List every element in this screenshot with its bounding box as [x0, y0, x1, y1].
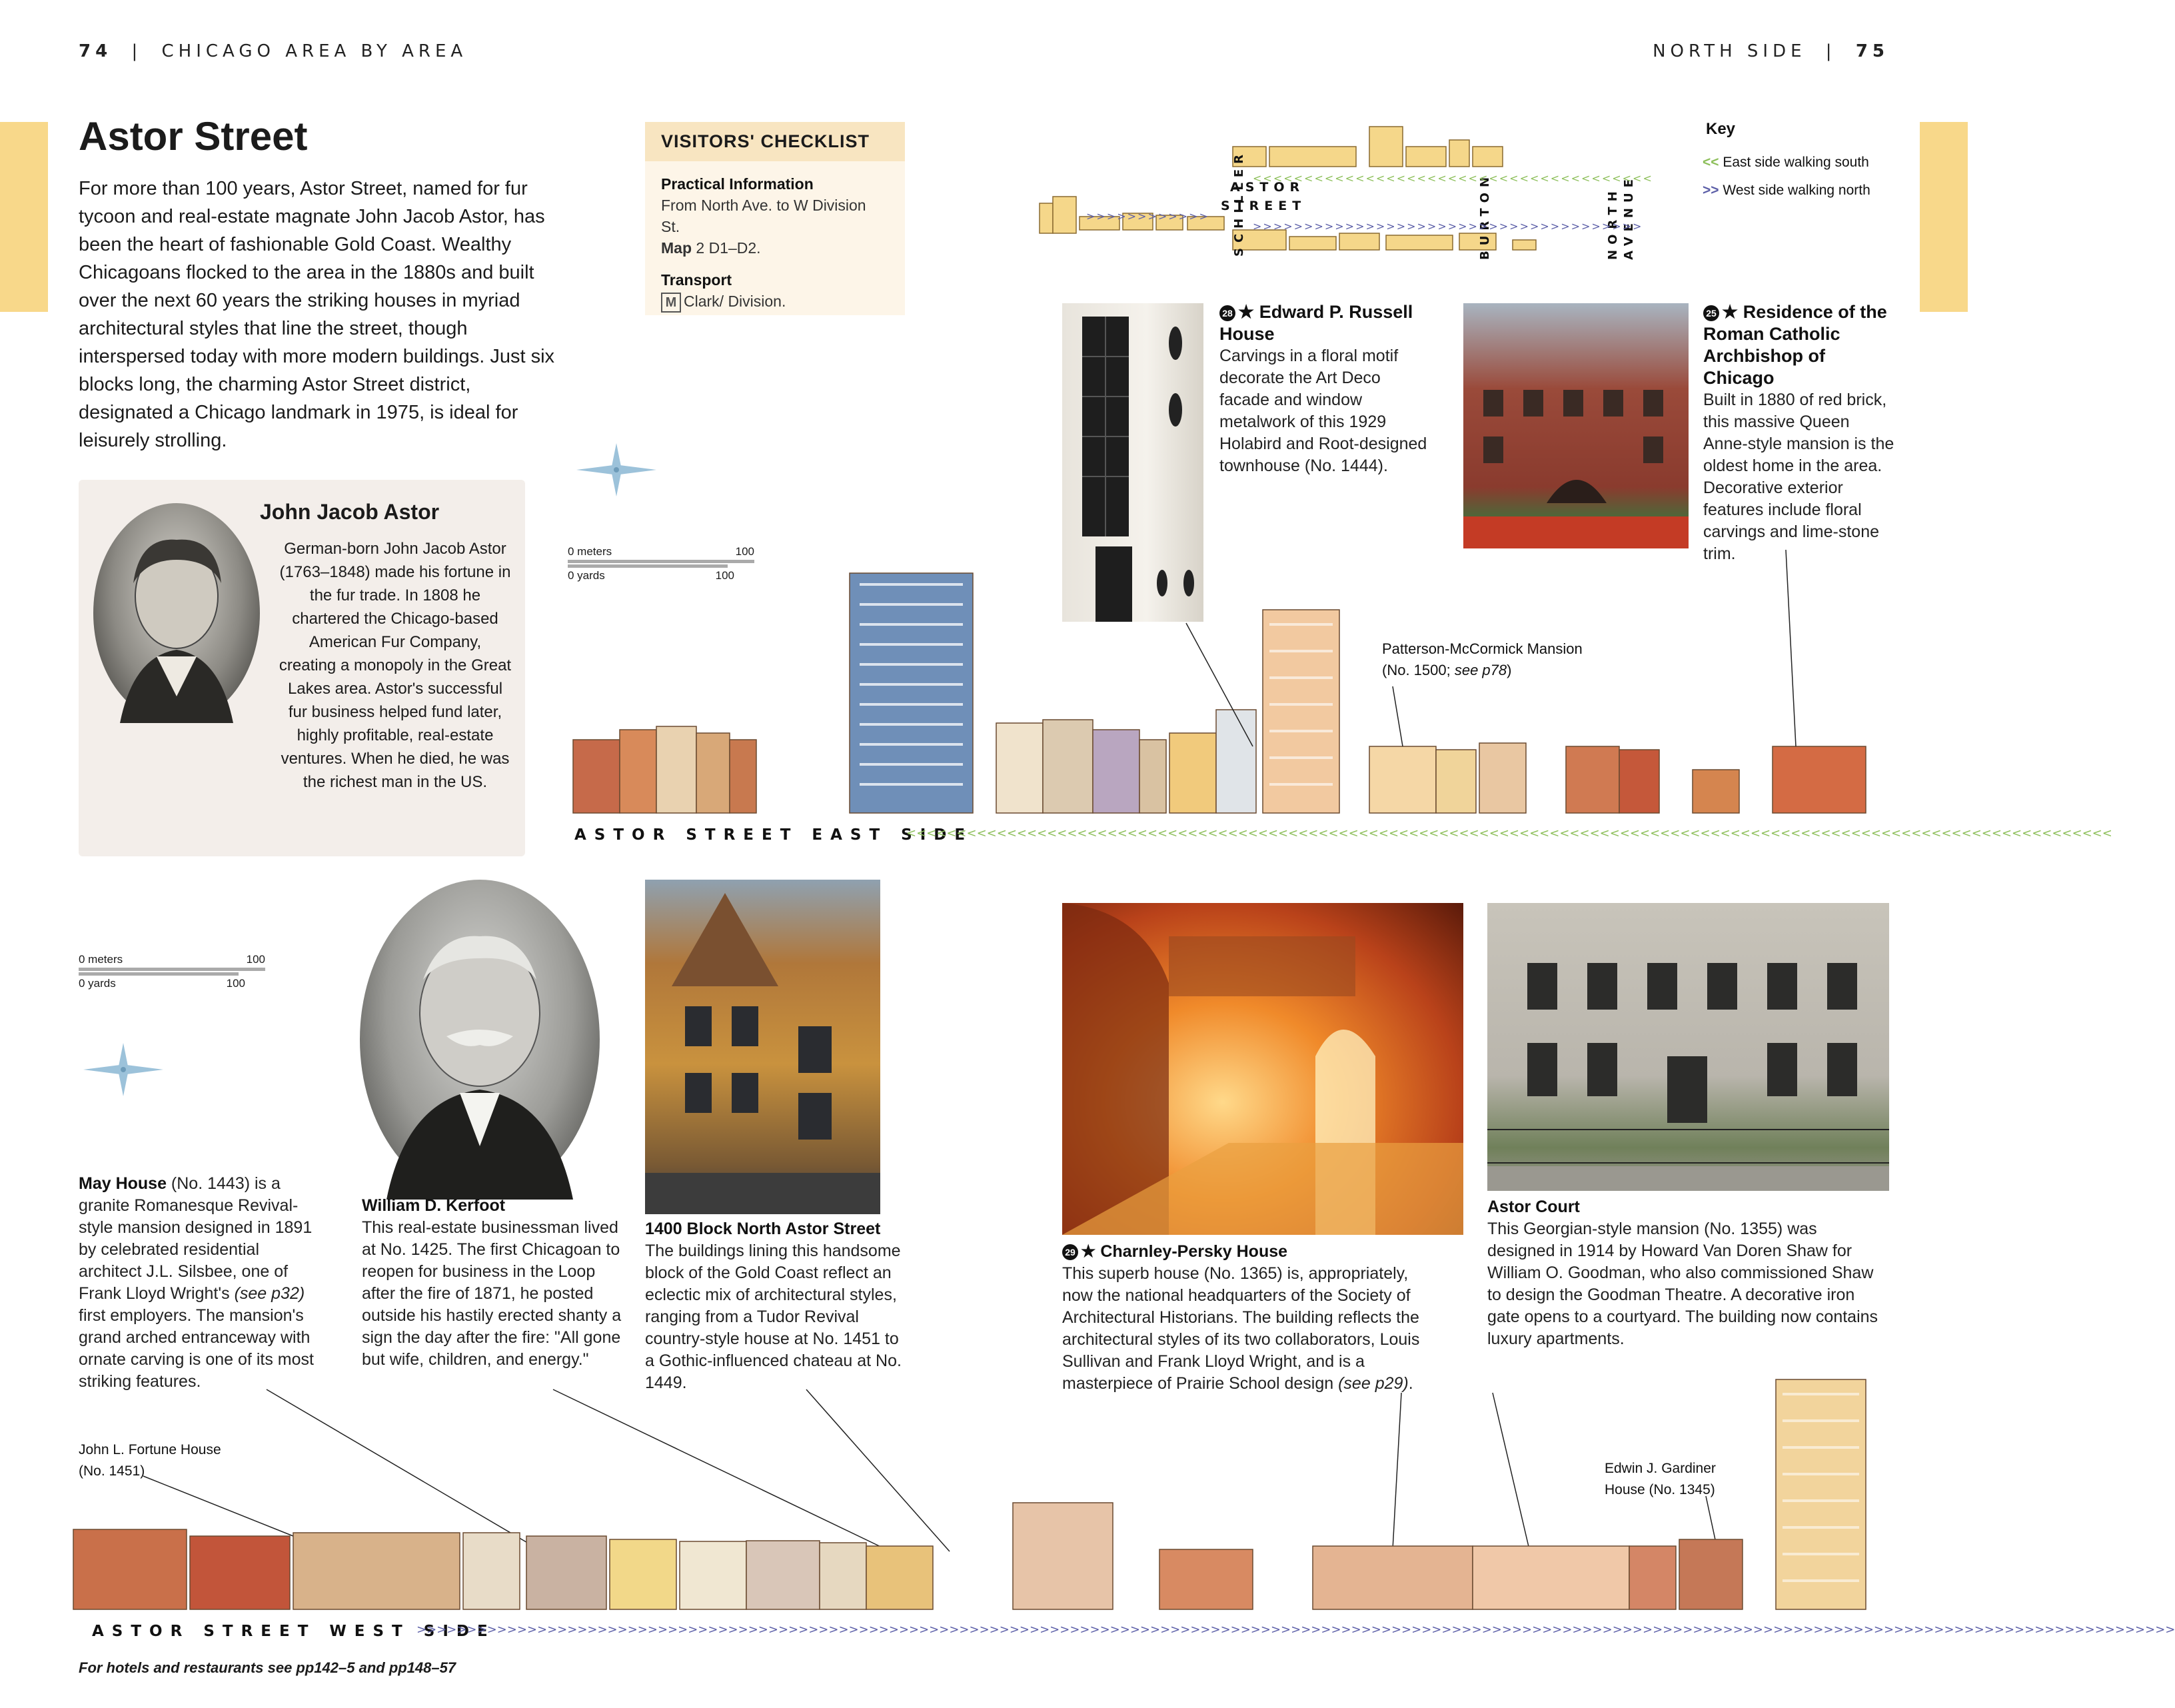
key-east-label: East side walking south	[1723, 155, 1869, 170]
may-house-title: May House	[79, 1174, 167, 1193]
archbishop-residence-photo	[1463, 303, 1689, 548]
russell-text: Carvings in a floral motif decorate the Art Deco facade and window metalwork of this 1929 Holabird and Root-designed townhouse (No. 1444).	[1219, 347, 1427, 475]
astor-court-title: Astor Court	[1487, 1198, 1580, 1216]
scale-yards-label: 0 yards	[568, 569, 605, 582]
patterson-line2: (No. 1500;	[1382, 662, 1455, 678]
svg-text:>>>>>>>>>>>>>>>>>>>>>>>>>>>>>>: >>>>>>>>>>>>>>>>>>>>>>>>>>>>>>>>>>>>>>	[1253, 220, 1643, 233]
svg-text:>>>>>>>>>>>>: >>>>>>>>>>>>	[1086, 210, 1209, 223]
russell-leader-line	[1179, 620, 1266, 753]
west-walk-arrows: >>>>>>>>>>>>>>>>>>>>>>>>>>>>>>>>>>>>>>>>>>>>>>>>>>>>>>>>>>>>>>>>>>>>>>>>>>>>>>>>>>>>>>>>>>>>>>>>>>>>>>>>>>>>>>>>>>>>>>>>>>>>>>>>>>>>>>>>>>>>>>>>>>>>>>>>>>>>>>>>>>>>>>>>>>>>>>>	[416, 1623, 2175, 1637]
svg-text:STREET: STREET	[1221, 199, 1307, 213]
compass-rose-icon	[80, 1040, 167, 1100]
archbishop-title: ★ Residence of the Roman Catholic Archbishop of Chicago	[1703, 302, 1887, 388]
svg-text:NORTH: NORTH	[1606, 186, 1620, 260]
astor-block-photo	[645, 880, 880, 1214]
gardiner-line1: Edwin J. Gardiner	[1605, 1461, 1716, 1476]
may-house-text2: first employers. The mansion's grand arched entranceway with ornate carving is one of its most striking features.	[79, 1306, 314, 1391]
gardiner-line2: House (No. 1345)	[1605, 1482, 1715, 1497]
russell-number: 28	[1219, 305, 1235, 321]
patterson-ref: see p78	[1454, 662, 1507, 678]
page-tab-left	[0, 122, 48, 312]
running-head-left: 74 | CHICAGO AREA BY AREA	[79, 41, 468, 61]
svg-text:SCHILLER: SCHILLER	[1232, 149, 1246, 257]
scale-meters-label: 0 meters	[568, 545, 612, 558]
may-house-text: (No. 1443) is a granite Romanesque Revival-style mansion designed in 1891 by celebrated residential architect J.L. Silsbee, one of Frank Lloyd Wright's	[79, 1174, 313, 1303]
scale-meters-value: 100	[246, 953, 265, 966]
scale-yards-label: 0 yards	[79, 977, 116, 990]
key-west-label: West side walking north	[1723, 183, 1870, 198]
archbishop-number: 25	[1703, 305, 1719, 321]
scale-meters-value: 100	[735, 545, 754, 558]
svg-text:BURTON: BURTON	[1478, 171, 1492, 260]
kerfoot-text: This real-estate businessman lived at No. 1425. The first Chicagoan to reopen for business in the Loop after the fire of 1871, he posted outside his hastily erected shanty a sign the day after the fire: "All gone but wife, children, and energy."	[362, 1218, 622, 1369]
east-street-label: ASTOR STREET EAST SIDE	[574, 826, 974, 844]
west-arrow-icon: >>	[1703, 183, 1719, 198]
visitors-checklist	[645, 122, 905, 315]
kerfoot-caption	[362, 1195, 622, 1371]
kerfoot-title: William D. Kerfoot	[362, 1196, 506, 1215]
sidebar-title: John Jacob Astor	[260, 500, 440, 524]
checklist-heading: VISITORS' CHECKLIST	[645, 122, 905, 161]
transport-label: Transport	[661, 271, 732, 289]
charnley-ref: (see p29)	[1338, 1374, 1409, 1393]
archbishop-text: Built in 1880 of red brick, this massive Queen Anne-style mansion is the oldest home in the area. Decorative exterior features include floral carvings and lime-stone trim.	[1703, 391, 1894, 563]
scale-meters-label: 0 meters	[79, 953, 123, 966]
archbishop-leader-line	[1773, 546, 1799, 753]
charnley-end: .	[1408, 1374, 1413, 1393]
charnley-text: This superb house (No. 1365) is, appropriately, now the national headquarters of the Society of Architectural Historians. The building reflects the architectural styles of its two collaborators, Louis Sullivan and Frank Lloyd Wright, and is a masterpiece of Prairie School design	[1062, 1264, 1420, 1393]
east-arrow-icon: <<	[1703, 155, 1719, 170]
block-title: 1400 Block North Astor Street	[645, 1220, 881, 1238]
astor-sidebar	[79, 480, 525, 856]
charnley-title: ★ Charnley-Persky House	[1081, 1242, 1288, 1261]
article-intro: For more than 100 years, Astor Street, named for fur tycoon and real-estate magnate John Jacob Astor, has been the heart of fashionable Gold Coast. Wealthy Chicagoans flocked to the area in the 1880s and built over the next 60 years the striking houses in myriad architectural styles that line the street, though interspersed today with more modern buildings. Just six blocks long, the charming Astor Street district, designated a Chicago landmark in 1975, is ideal for leisurely strolling.	[79, 178, 555, 451]
compass-rose-icon	[573, 440, 660, 500]
may-house-ref: (see p32)	[234, 1284, 305, 1303]
kerfoot-portrait	[360, 880, 600, 1200]
patterson-leader-line	[1386, 683, 1426, 750]
block-text: The buildings lining this handsome block of the Gold Coast reflect an eclectic mix of architectural styles, ranging from a Tudor Revival country-style house at No. 1451 to a Gothic-influenced chateau at No. 1449.	[645, 1242, 902, 1392]
article-title: Astor Street	[79, 114, 308, 159]
map-label: Map	[661, 239, 692, 257]
map-astor-label: ASTOR	[1230, 180, 1305, 195]
charnley-number: 29	[1062, 1244, 1078, 1260]
charnley-persky-photo	[1062, 903, 1463, 1235]
scale-bar-west	[79, 953, 265, 990]
transport-text: Clark/ Division.	[684, 293, 786, 310]
page-tab-right	[1920, 122, 1968, 312]
page-footer: For hotels and restaurants see pp142–5 and pp148–57	[79, 1659, 456, 1676]
page-number-left: 74	[79, 41, 113, 61]
locator-map	[1033, 117, 1653, 277]
scale-yards-value: 100	[226, 977, 245, 990]
astor-portrait	[93, 503, 260, 723]
svg-text:<<<<<<<<<<<<<<<<<<<<<<<<<<<<<<: <<<<<<<<<<<<<<<<<<<<<<<<<<<<<<<<<<<<<<<	[1253, 172, 1653, 185]
patterson-line1: Patterson-McCormick Mansion	[1382, 640, 1583, 657]
section-name-left: CHICAGO AREA BY AREA	[161, 41, 468, 61]
fortune-line1: John L. Fortune House	[79, 1442, 221, 1457]
archbishop-caption	[1703, 301, 1896, 565]
fortune-line2: (No. 1451)	[79, 1463, 145, 1479]
scale-yards-value: 100	[715, 569, 734, 582]
russell-title: ★ Edward P. Russell House	[1219, 302, 1413, 344]
page-number-right: 75	[1855, 41, 1889, 61]
key-title: Key	[1706, 120, 1736, 138]
east-walk-arrows: <<<<<<<<<<<<<<<<<<<<<<<<<<<<<<<<<<<<<<<<<<<<<<<<<<<<<<<<<<<<<<<<<<<<<<<<<<<<<<<<<<<<<<<<<<<<<<<<<<<<<<<<<<<<<<<<<<<<<<<<	[906, 826, 2112, 840]
metro-icon: M	[661, 293, 681, 313]
astor-court-photo	[1487, 903, 1889, 1191]
section-name-right: NORTH SIDE	[1653, 41, 1807, 61]
svg-text:AVENUE: AVENUE	[1622, 174, 1636, 260]
sidebar-text: German-born John Jacob Astor (1763–1848) made his fortune in the fur trade. In 1808 he chartered the Chicago-based American Fur Company, creating a monopoly in the Great Lakes area. Astor's successful fur business helped fund later, highly profitable, real-estate ventures. When he died, he was the richest man in the US.	[279, 540, 512, 791]
west-side-streetscape	[67, 1353, 1919, 1619]
practical-label: Practical Information	[661, 175, 814, 193]
running-head-right: NORTH SIDE | 75	[1653, 41, 1889, 61]
map-text: 2 D1–D2.	[696, 239, 761, 257]
patterson-close: )	[1507, 662, 1512, 678]
practical-text: From North Ave. to W Division St.	[661, 197, 866, 235]
key-east	[1703, 152, 1869, 173]
russell-caption	[1219, 301, 1433, 477]
astor-court-caption	[1487, 1196, 1887, 1350]
astor-court-text: This Georgian-style mansion (No. 1355) was designed in 1914 by Howard Van Doren Shaw for William O. Goodman, who also commissioned Shaw to design the Goodman Theatre. A decorative iron gate opens to a courtyard. The building now contains luxury apartments.	[1487, 1220, 1878, 1348]
west-street-label: ASTOR STREET WEST SIDE	[92, 1623, 496, 1640]
key-west	[1703, 180, 1870, 201]
